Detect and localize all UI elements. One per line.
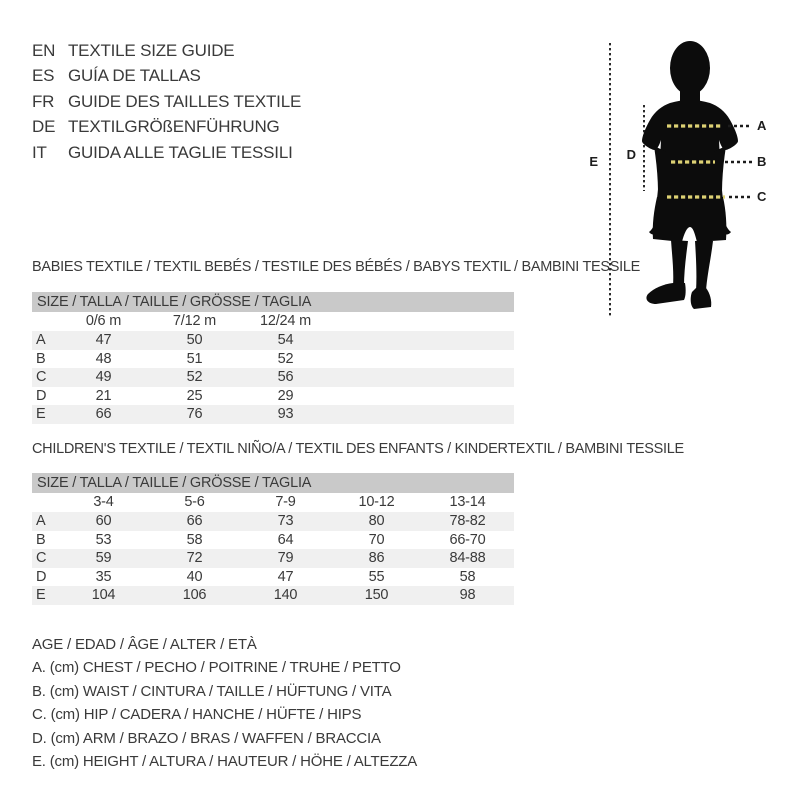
empty-cell bbox=[331, 387, 514, 406]
marker-d-label: D bbox=[626, 147, 636, 162]
column-header: 10-12 bbox=[358, 494, 395, 510]
cell-value: 76 bbox=[186, 406, 203, 423]
language-row-es bbox=[32, 63, 301, 88]
cell-value: 35 bbox=[95, 568, 112, 585]
cell-value: 50 bbox=[186, 332, 203, 348]
column-header-row bbox=[32, 312, 514, 331]
table-row bbox=[32, 387, 514, 406]
row-label: C bbox=[36, 369, 47, 386]
silhouette-left-shoe bbox=[646, 283, 685, 304]
table-row bbox=[32, 531, 514, 550]
empty-cell bbox=[513, 493, 514, 512]
child-silhouette-figure bbox=[578, 28, 800, 320]
column-header: 0/6 m bbox=[85, 313, 122, 329]
cell-value: 150 bbox=[364, 587, 389, 604]
empty-cell bbox=[513, 568, 514, 587]
legend-waist-line: B. (cm) WAIST / CINTURA / TAILLE / HÜFTUNG / VITA bbox=[32, 682, 392, 700]
column-header: 12/24 m bbox=[260, 313, 311, 329]
cell-value: 79 bbox=[277, 550, 294, 567]
size-header-bar: SIZE / TALLA / TAILLE / GRÖSSE / TAGLIA bbox=[32, 292, 514, 312]
cell-value: 66-70 bbox=[449, 531, 486, 548]
empty-cell bbox=[331, 331, 514, 350]
column-header-row bbox=[32, 493, 514, 512]
cell-value: 84-88 bbox=[449, 550, 486, 567]
language-row-fr bbox=[32, 89, 301, 114]
babies-section-title: BABIES TEXTILE / TEXTIL BEBÉS / TESTILE DES BÉBÉS / BABYS TEXTIL / BAMBINI TESSILE bbox=[32, 259, 640, 275]
column-header: 3-4 bbox=[93, 494, 114, 510]
column-header: 7/12 m bbox=[172, 313, 217, 329]
empty-cell bbox=[32, 312, 58, 331]
empty-cell bbox=[513, 549, 514, 568]
silhouette-right-shoe bbox=[691, 288, 712, 309]
empty-cell bbox=[331, 350, 514, 369]
empty-cell bbox=[331, 368, 514, 387]
cell-value: 56 bbox=[277, 369, 294, 386]
cell-value: 66 bbox=[186, 513, 203, 529]
silhouette-shorts bbox=[653, 197, 727, 242]
cell-value: 140 bbox=[273, 587, 298, 604]
cell-value: 106 bbox=[182, 587, 207, 604]
row-label: E bbox=[36, 406, 46, 423]
legend-height-line: E. (cm) HEIGHT / ALTURA / HAUTEUR / HÖHE / ALTEZZA bbox=[32, 752, 418, 770]
child-silhouette bbox=[642, 41, 738, 309]
cell-value: 51 bbox=[186, 350, 203, 367]
measurement-legend bbox=[32, 633, 417, 773]
marker-c-label: C bbox=[757, 189, 767, 204]
cell-value: 54 bbox=[277, 332, 294, 348]
cell-value: 58 bbox=[186, 531, 203, 548]
language-code: DE bbox=[32, 117, 56, 137]
cell-value: 72 bbox=[186, 550, 203, 567]
column-header: 5-6 bbox=[184, 494, 205, 510]
empty-cell bbox=[331, 405, 514, 424]
cell-value: 93 bbox=[277, 406, 294, 423]
silhouette-right-leg bbox=[695, 241, 713, 291]
cell-value: 78-82 bbox=[449, 513, 486, 529]
cell-value: 29 bbox=[277, 387, 294, 404]
cell-value: 60 bbox=[95, 513, 112, 529]
row-label: D bbox=[36, 568, 47, 585]
language-code: FR bbox=[32, 91, 55, 111]
language-title: GUIDE DES TAILLES TEXTILE bbox=[68, 91, 302, 111]
children-size-table bbox=[32, 473, 514, 605]
cell-value: 47 bbox=[277, 568, 294, 585]
cell-value: 47 bbox=[95, 332, 112, 348]
cell-value: 64 bbox=[277, 531, 294, 548]
table-row bbox=[32, 331, 514, 350]
babies-size-table bbox=[32, 292, 514, 424]
empty-cell bbox=[513, 531, 514, 550]
marker-b-label: B bbox=[757, 154, 767, 169]
column-header: 13-14 bbox=[449, 494, 486, 510]
language-code: EN bbox=[32, 41, 56, 60]
language-code: IT bbox=[32, 142, 47, 162]
cell-value: 40 bbox=[186, 568, 203, 585]
cell-value: 25 bbox=[186, 387, 203, 404]
row-label: B bbox=[36, 350, 46, 367]
row-label: E bbox=[36, 587, 46, 604]
children-section-title: CHILDREN'S TEXTILE / TEXTIL NIÑO/A / TEXTIL DES ENFANTS / KINDERTEXTIL / BAMBINI TESSILE bbox=[32, 441, 684, 457]
language-row-en bbox=[32, 38, 301, 63]
empty-cell bbox=[331, 312, 514, 331]
row-label: C bbox=[36, 550, 47, 567]
empty-cell bbox=[513, 512, 514, 531]
table-row bbox=[32, 586, 514, 605]
row-label: B bbox=[36, 531, 46, 548]
marker-e-label: E bbox=[589, 154, 598, 169]
row-label: D bbox=[36, 387, 47, 404]
legend-hip-line: C. (cm) HIP / CADERA / HANCHE / HÜFTE / HIPS bbox=[32, 706, 362, 724]
language-title: GUÍA DE TALLAS bbox=[68, 66, 201, 86]
cell-value: 21 bbox=[95, 387, 112, 404]
cell-value: 52 bbox=[277, 350, 294, 367]
cell-value: 59 bbox=[95, 550, 112, 567]
cell-value: 48 bbox=[95, 350, 112, 367]
legend-chest-line: A. (cm) CHEST / PECHO / POITRINE / TRUHE / PETTO bbox=[32, 659, 401, 677]
table-row bbox=[32, 368, 514, 387]
cell-value: 70 bbox=[368, 531, 385, 548]
language-code: ES bbox=[32, 66, 55, 86]
legend-arm-line: D. (cm) ARM / BRAZO / BRAS / WAFFEN / BRACCIA bbox=[32, 729, 381, 747]
table-row bbox=[32, 350, 514, 369]
row-label: A bbox=[36, 513, 46, 529]
cell-value: 104 bbox=[91, 587, 116, 604]
size-header-bar: SIZE / TALLA / TAILLE / GRÖSSE / TAGLIA bbox=[32, 473, 514, 493]
silhouette-left-leg bbox=[671, 240, 688, 286]
legend-age-line: AGE / EDAD / ÂGE / ALTER / ETÀ bbox=[32, 636, 257, 653]
cell-value: 55 bbox=[368, 568, 385, 585]
cell-value: 58 bbox=[459, 568, 476, 585]
cell-value: 73 bbox=[277, 513, 294, 529]
table-row bbox=[32, 405, 514, 424]
empty-cell bbox=[513, 586, 514, 605]
table-row bbox=[32, 568, 514, 587]
language-title: TEXTILGRÖßENFÜHRUNG bbox=[68, 117, 280, 137]
cell-value: 53 bbox=[95, 531, 112, 548]
cell-value: 86 bbox=[368, 550, 385, 567]
language-row-de bbox=[32, 114, 301, 139]
empty-cell bbox=[32, 493, 58, 512]
language-title: GUIDA ALLE TAGLIE TESSILI bbox=[68, 142, 293, 162]
table-row bbox=[32, 512, 514, 531]
language-title: TEXTILE SIZE GUIDE bbox=[68, 41, 235, 60]
table-row bbox=[32, 549, 514, 568]
cell-value: 98 bbox=[459, 587, 476, 604]
cell-value: 66 bbox=[95, 406, 112, 423]
cell-value: 80 bbox=[368, 513, 385, 529]
cell-value: 52 bbox=[186, 369, 203, 386]
marker-a-label: A bbox=[757, 118, 767, 133]
language-row-it bbox=[32, 140, 301, 165]
row-label: A bbox=[36, 332, 46, 348]
language-title-list bbox=[32, 38, 301, 165]
cell-value: 49 bbox=[95, 369, 112, 386]
column-header: 7-9 bbox=[275, 494, 296, 510]
